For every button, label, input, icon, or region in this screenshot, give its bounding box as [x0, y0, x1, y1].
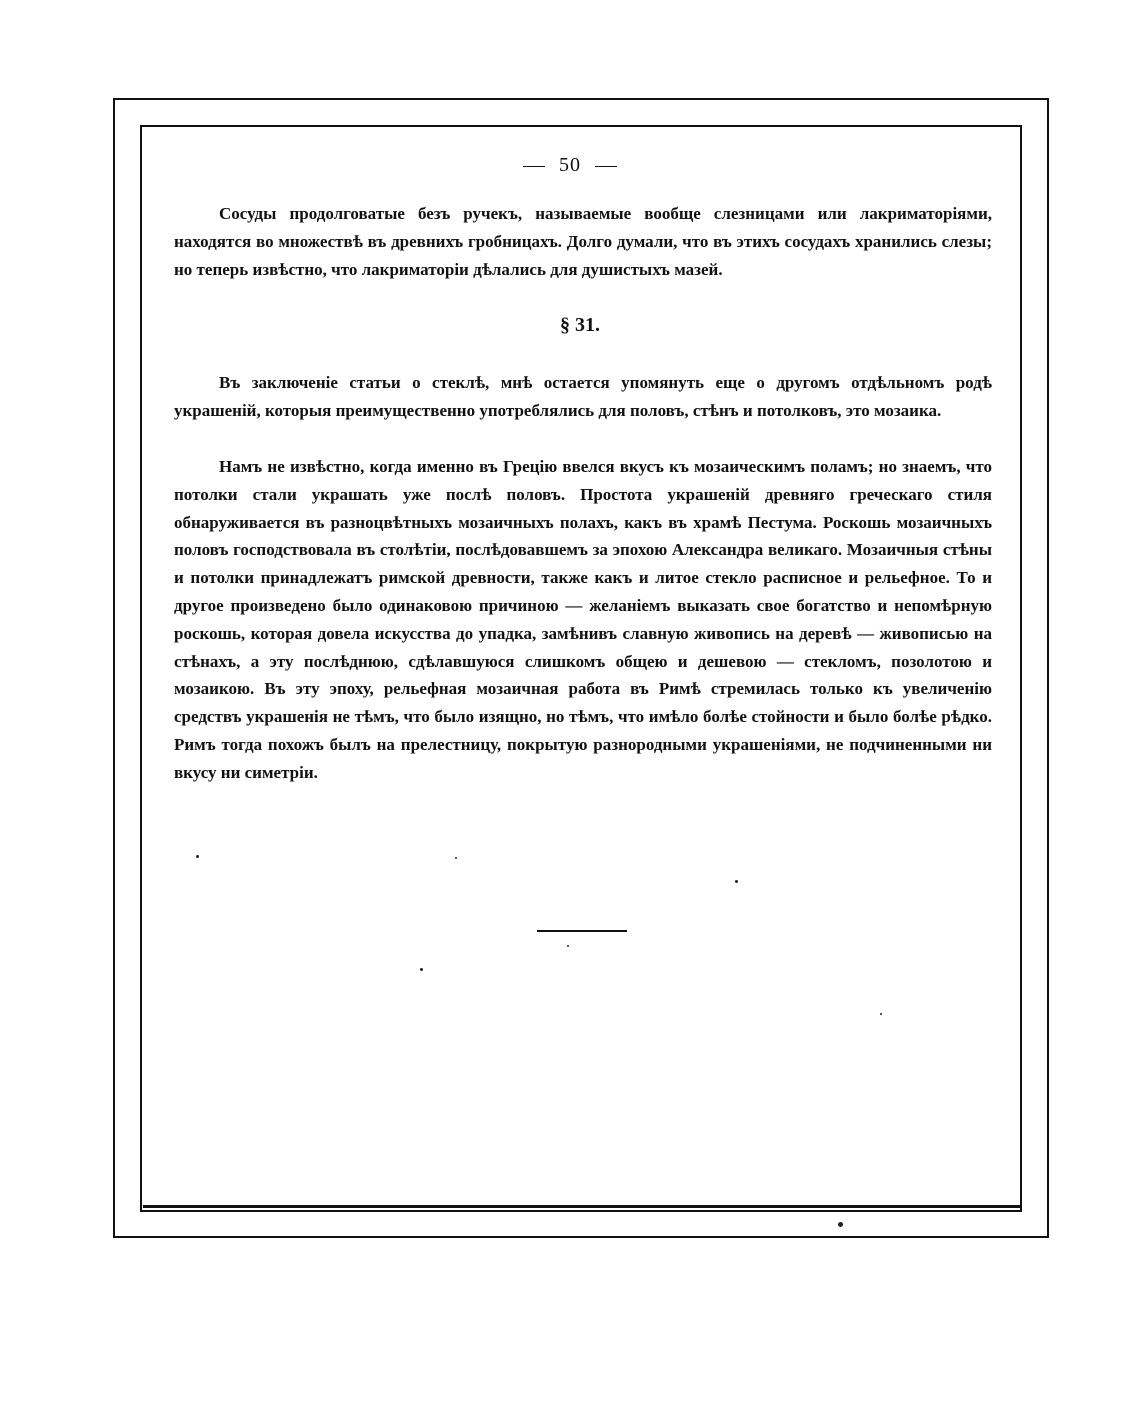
paragraph-mosaic-history	[174, 453, 992, 787]
paragraph-text: Намъ не извѣстно, когда именно въ Грецію ввелся вкусъ къ мозаическимъ поламъ; но знаемъ, что потолки стали украшать уже послѣ половъ. Простота украшеній древняго греческаго стиля обнаруживается въ разноцвѣтныхъ мозаичныхъ полахъ, какъ въ храмѣ Пестума. Роскошь мозаичныхъ половъ господствовала въ столѣтіи, послѣдовавшемъ за эпохою Александра великаго. Мозаичныя стѣны и потолки принадлежатъ римской древности, также какъ и литое стекло расписное и рельефное. То и другое произведено было одинаковою причиною — желаніемъ выказать свое богатство и непомѣрную роскошь, которая довела искусства до упадка, замѣнивъ славную живопись на деревѣ — живописью на стѣнахъ, а эту послѣднюю, сдѣлавшуюся слишкомъ общею и дешевою — стекломъ, позолотою и мозаикою. Въ эту эпоху, рельефная мозаичная работа въ Римѣ стремилась только къ увеличенію средствъ украшенія не тѣмъ, что было изящно, но тѣмъ, что имѣло болѣе стойности и было болѣе рѣдко. Римъ тогда похожъ былъ на прелестницу, покрытую разнородными украшеніями, не подчиненными ни вкусу ни симетріи.	[174, 457, 992, 782]
paragraph-text: Въ заключеніе статьи о стеклѣ, мнѣ остается упомянуть еще о другомъ отдѣльномъ родѣ украшеній, которыя преимущественно употреблялись для половъ, стѣнъ и потолковъ, это мозаика.	[174, 373, 992, 420]
print-speck	[735, 880, 738, 883]
print-speck	[196, 855, 199, 858]
paragraph-text: Сосуды продолговатые безъ ручекъ, называемые вообще слезницами или лакриматоріями, находятся во множествѣ въ древнихъ гробницахъ. Долго думали, что въ этихъ сосудахъ хранились слезы; но теперь извѣстно, что лакриматоріи дѣлались для душистыхъ мазей.	[174, 204, 992, 279]
print-speck	[455, 857, 457, 859]
right-dash	[595, 166, 617, 167]
end-of-text-rule	[537, 930, 627, 932]
paragraph-mosaic-intro	[174, 369, 992, 425]
print-speck	[880, 1013, 882, 1015]
paragraph-lacrimatories	[174, 200, 992, 283]
section-heading: § 31.	[560, 314, 600, 336]
print-speck	[420, 968, 423, 971]
left-dash	[523, 166, 545, 167]
print-speck	[838, 1222, 843, 1227]
bottom-frame-rule	[143, 1205, 1021, 1208]
page-number-header	[0, 154, 1140, 177]
page-number: 50	[559, 154, 581, 176]
print-speck	[567, 945, 569, 947]
